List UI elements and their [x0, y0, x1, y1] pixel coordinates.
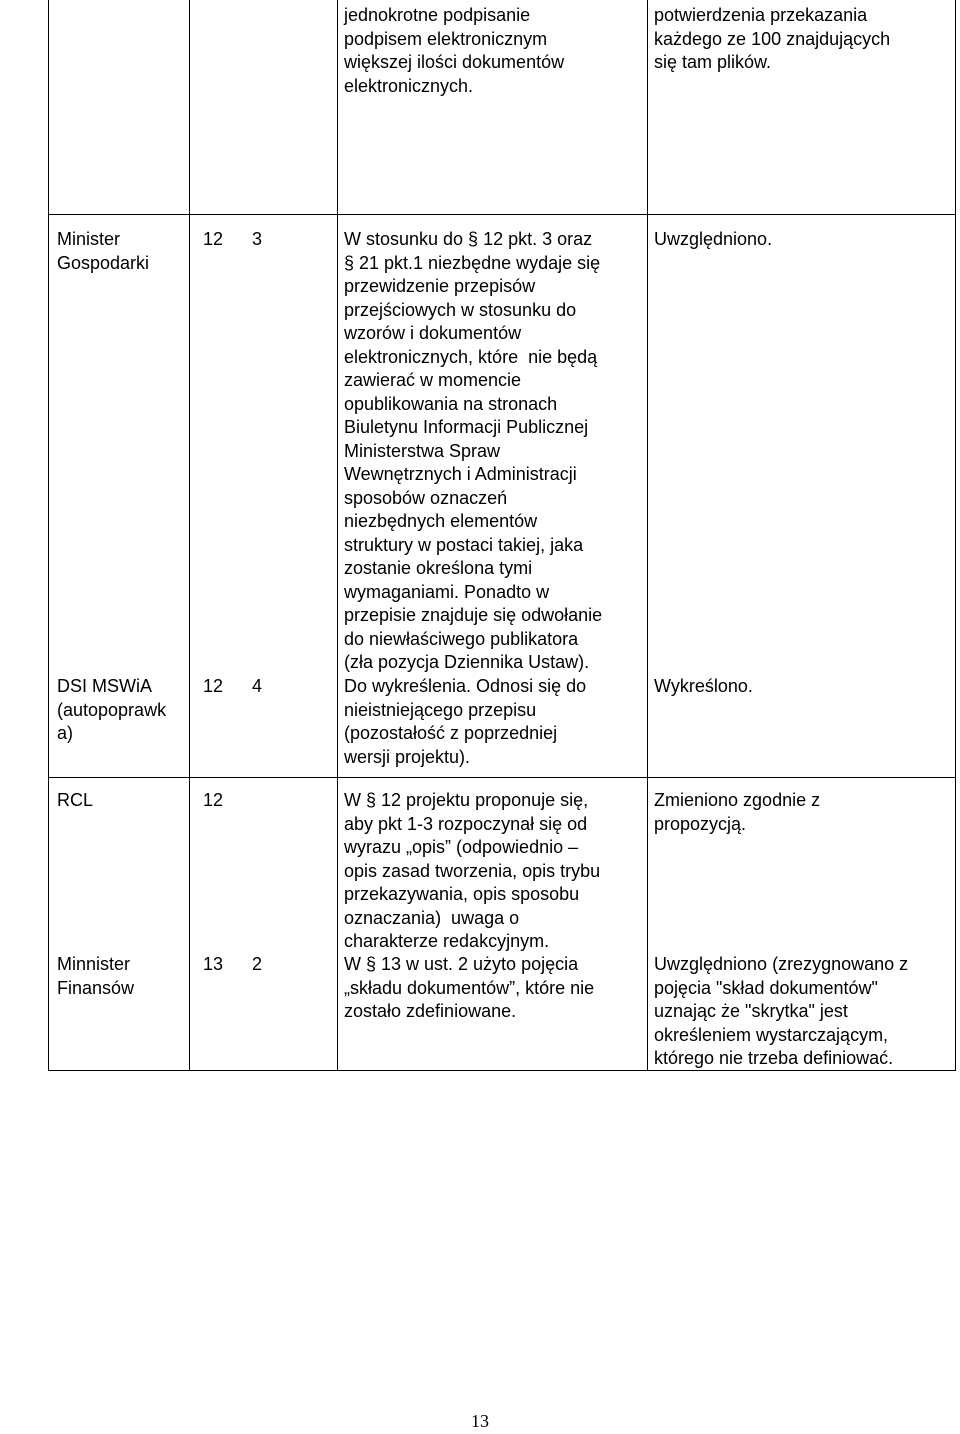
paragraph-number: 12: [203, 676, 224, 696]
comment-text-line: do niewłaściwego publikatora: [344, 628, 579, 649]
comment-text-line: „składu dokumentów”, które nie: [344, 977, 595, 998]
comment-text-line: większej ilości dokumentów: [344, 52, 565, 72]
organ-cell-line: DSI MSWiA: [57, 676, 153, 696]
comment-text-line: wyrazu „opis” (odpowiednio –: [344, 837, 579, 857]
paragraph-number: 13: [203, 954, 224, 974]
row-divider: [48, 777, 956, 778]
organ-cell-line: Finansów: [57, 977, 135, 998]
point-number: 3: [252, 229, 263, 249]
organ-cell-line: Minnister: [57, 954, 131, 974]
column-divider-response: [647, 0, 648, 1071]
response-text-line: potwierdzenia przekazania: [654, 5, 868, 25]
comment-text-line: W stosunku do § 12 pkt. 3 oraz: [344, 229, 593, 249]
paragraph-number: 12: [203, 790, 224, 810]
row-divider: [48, 214, 956, 215]
response-text-line: Zmieniono zgodnie z: [654, 790, 821, 810]
comment-text-line: jednokrotne podpisanie: [344, 5, 531, 25]
response-text-line: którego nie trzeba definiować.: [654, 1048, 894, 1068]
organ-cell-line: Minister: [57, 229, 121, 249]
response-text-line: się tam plików.: [654, 52, 772, 72]
comment-text-line: nieistniejącego przepisu: [344, 699, 537, 720]
page-number: 13: [471, 1411, 489, 1431]
comment-text-line: sposobów oznaczeń: [344, 487, 508, 508]
comment-text-line: aby pkt 1-3 rozpoczynał się od: [344, 813, 588, 834]
comment-text-line: wymaganiami. Ponadto w: [344, 581, 550, 602]
response-text-line: Uwzględniono.: [654, 229, 773, 249]
response-text-line: Uwzględniono (zrezygnowano z: [654, 954, 909, 974]
comment-text-line: W § 13 w ust. 2 użyto pojęcia: [344, 954, 579, 974]
comment-text-line: przewidzenie przepisów: [344, 276, 536, 296]
comment-text-line: przejściowych w stosunku do: [344, 299, 577, 320]
response-text-line: uznając że "skrytka" jest: [654, 1001, 848, 1021]
point-number: 2: [252, 954, 263, 974]
comment-text-line: wzorów i dokumentów: [344, 323, 522, 343]
response-text-line: określeniem wystarczającym,: [654, 1024, 889, 1045]
response-text-line: Wykreślono.: [654, 676, 753, 696]
response-text-line: każdego ze 100 znajdujących: [654, 28, 891, 49]
comment-text-line: elektronicznych, które nie będą: [344, 346, 598, 367]
comment-text-line: wersji projektu).: [344, 746, 471, 767]
comment-text-line: (pozostałość z poprzedniej: [344, 723, 558, 743]
comment-text-line: charakterze redakcyjnym.: [344, 931, 550, 951]
comment-text-line: przekazywania, opis sposobu: [344, 884, 580, 904]
comment-text-line: oznaczania) uwaga o: [344, 907, 520, 928]
comment-text-line: Wewnętrznych i Administracji: [344, 464, 577, 484]
table-border-right: [955, 0, 956, 1071]
comment-text-line: niezbędnych elementów: [344, 511, 538, 531]
comment-text-line: zawierać w momencie: [344, 370, 522, 390]
column-divider-comment: [337, 0, 338, 1071]
comment-text-line: W § 12 projektu proponuje się,: [344, 790, 589, 810]
organ-cell-line: Gospodarki: [57, 252, 150, 273]
organ-cell-line: RCL: [57, 790, 94, 810]
response-text-line: pojęcia "skład dokumentów": [654, 977, 878, 998]
comment-text-line: opublikowania na stronach: [344, 393, 558, 414]
response-text-line: propozycją.: [654, 813, 747, 834]
comment-text-line: Ministerstwa Spraw: [344, 440, 501, 461]
organ-cell-line: a): [57, 723, 74, 743]
comment-text-line: § 21 pkt.1 niezbędne wydaje się: [344, 252, 601, 273]
comment-text-line: zostanie określona tymi: [344, 558, 533, 578]
comment-text-line: struktury w postaci takiej, jaka: [344, 534, 584, 555]
paragraph-number: 12: [203, 229, 224, 249]
comment-text-line: elektronicznych.: [344, 75, 474, 96]
comment-text-line: przepisie znajduje się odwołanie: [344, 605, 603, 625]
column-divider-organ: [189, 0, 190, 1071]
point-number: 4: [252, 676, 263, 696]
comment-text-line: podpisem elektronicznym: [344, 28, 548, 49]
table-border-left: [48, 0, 49, 1071]
comment-text-line: Do wykreślenia. Odnosi się do: [344, 676, 587, 696]
comment-text-line: (zła pozycja Dziennika Ustaw).: [344, 652, 590, 672]
organ-cell-line: (autopoprawk: [57, 699, 167, 720]
comment-text-line: opis zasad tworzenia, opis trybu: [344, 860, 601, 881]
comment-text-line: Biuletynu Informacji Publicznej: [344, 417, 589, 437]
comment-text-line: zostało zdefiniowane.: [344, 1001, 517, 1021]
